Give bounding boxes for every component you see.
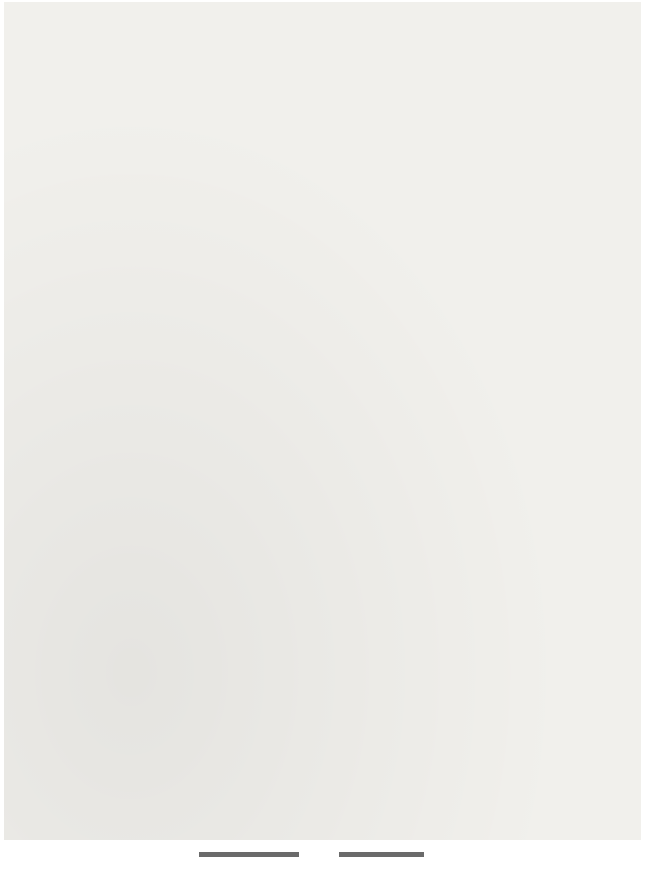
newspaper-clipping — [4, 2, 641, 840]
decorative-border-right — [618, 8, 636, 828]
decorative-border-bottom — [20, 818, 620, 836]
torn-strip — [339, 852, 424, 857]
decorative-border-top — [20, 12, 620, 30]
scan-bottom-bar — [4, 842, 624, 877]
torn-strip — [199, 852, 299, 857]
decorative-border-left — [4, 8, 22, 828]
